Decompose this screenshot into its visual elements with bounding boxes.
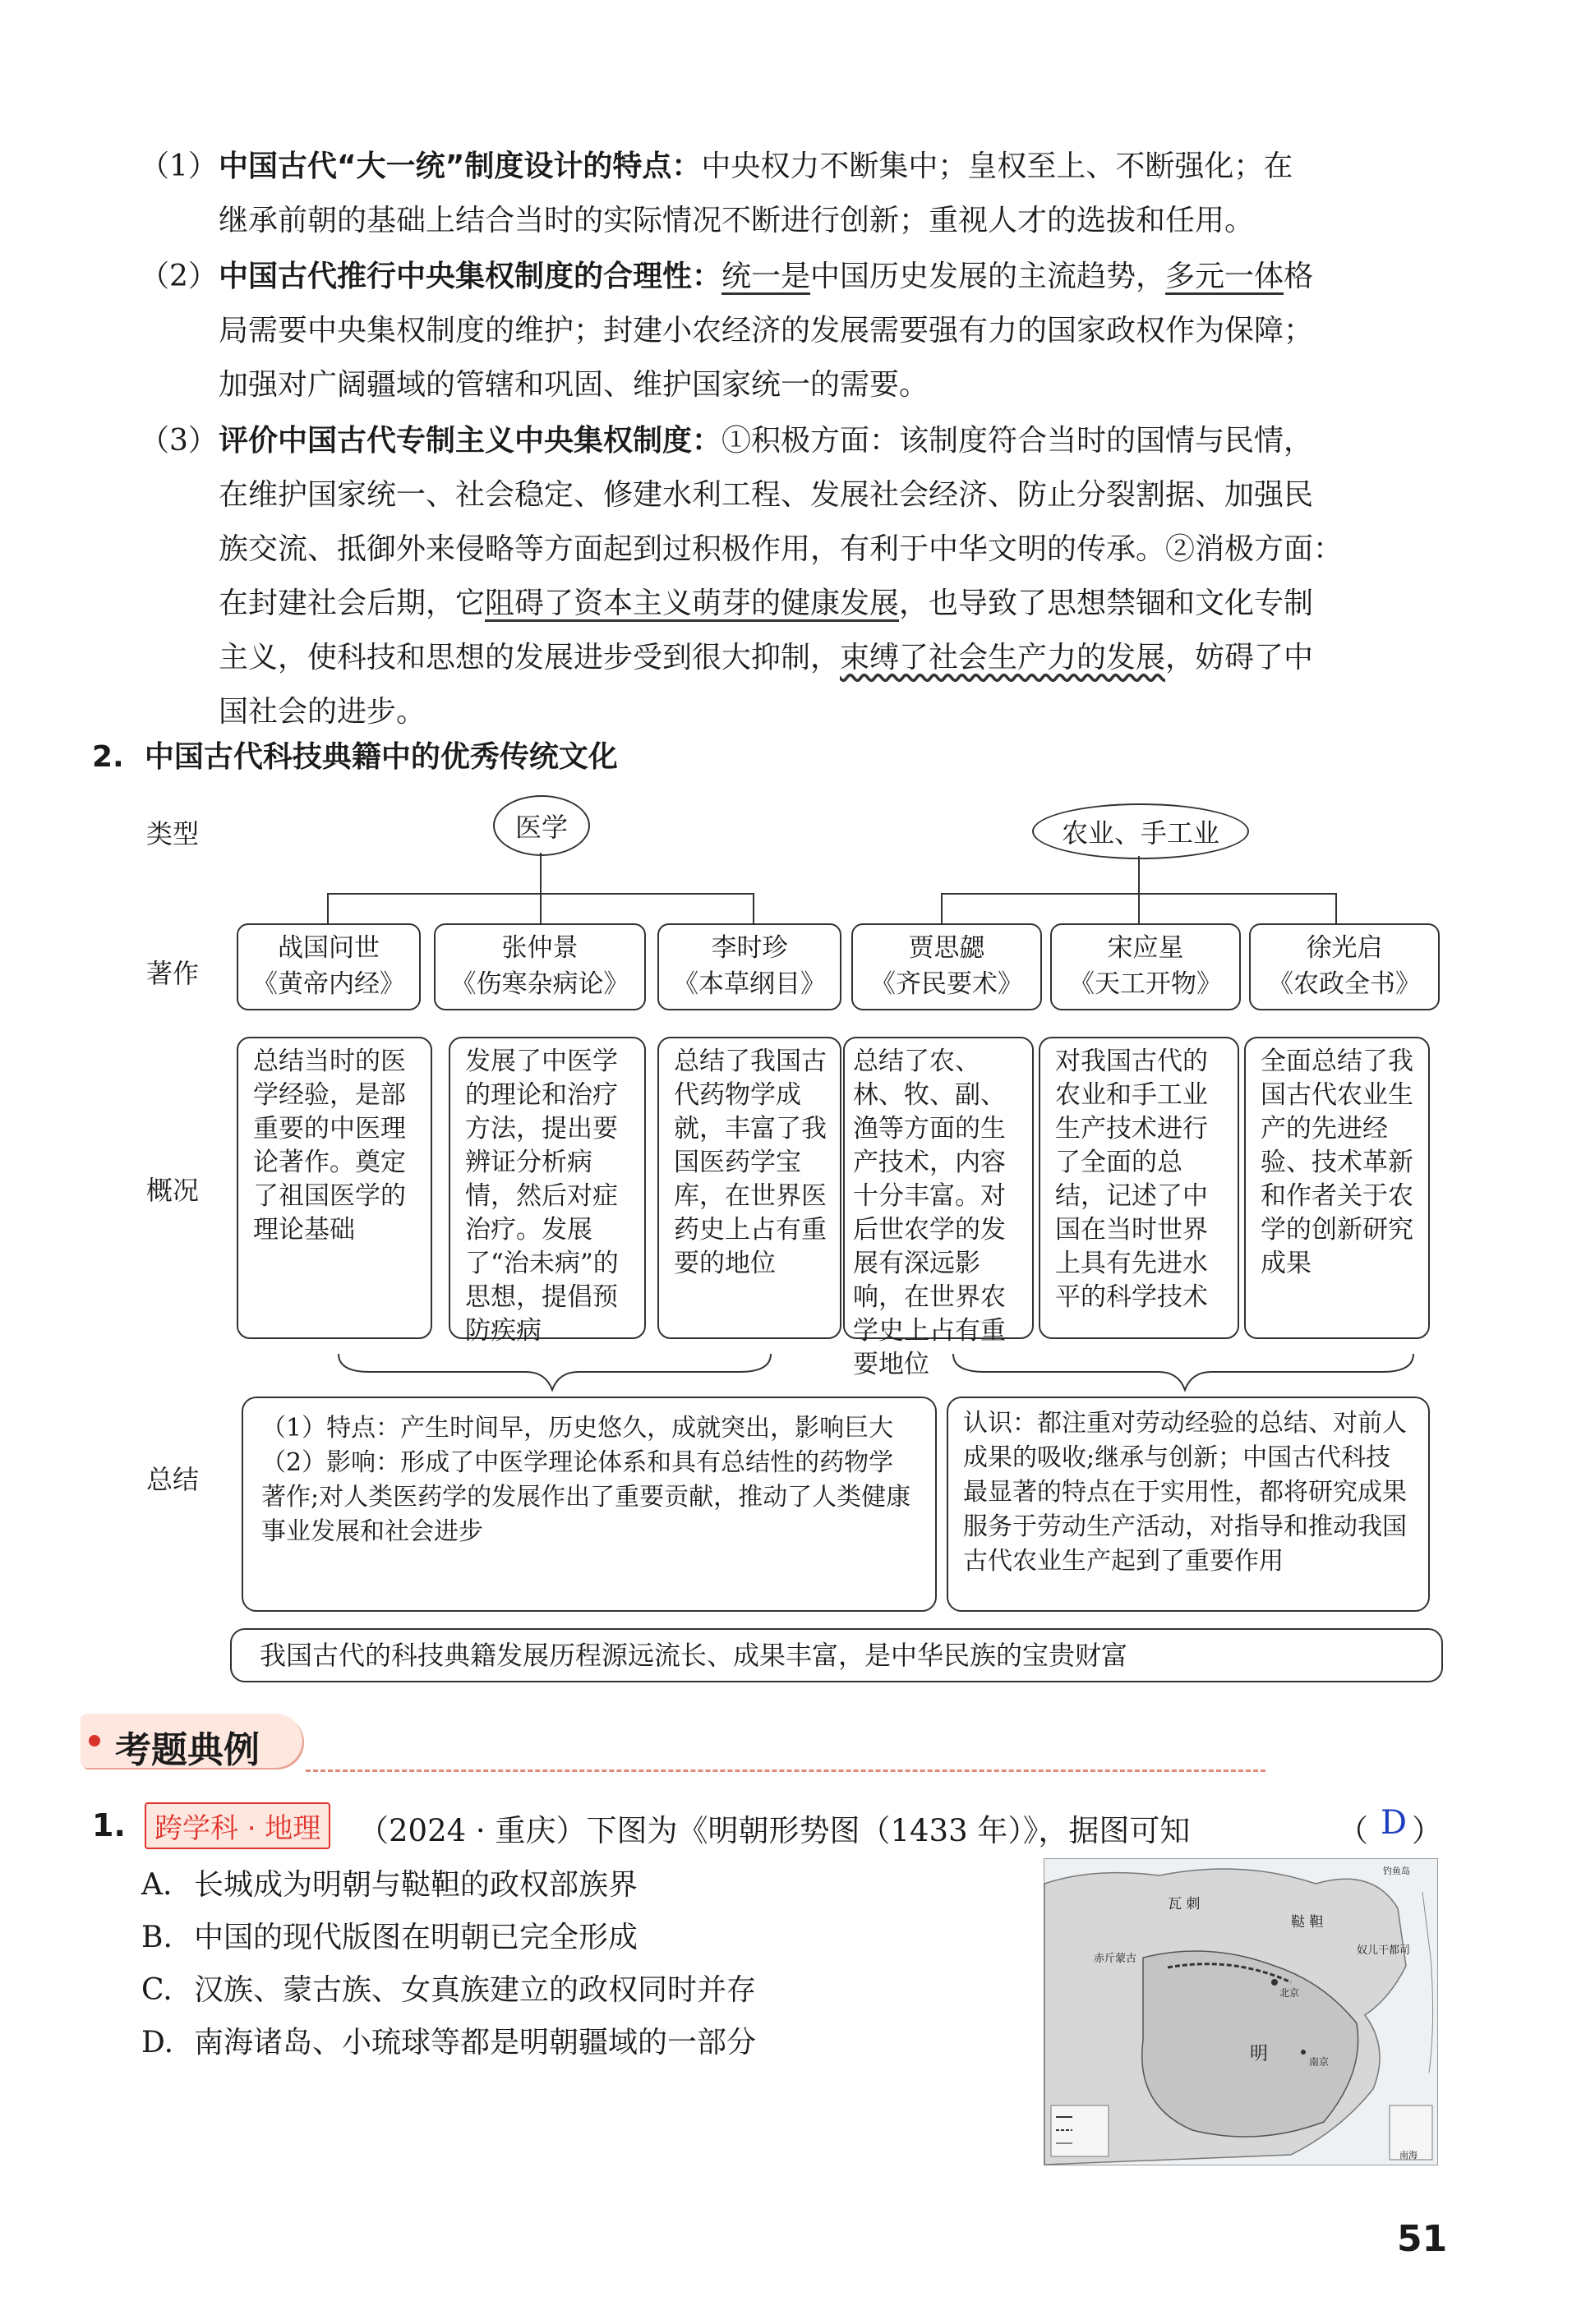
map-label-chidi: 赤斤蒙古 xyxy=(1094,1953,1137,1965)
question-number: 1. xyxy=(92,1807,126,1843)
heading-dashed-rule xyxy=(306,1769,1265,1772)
answer-paren-close: ） xyxy=(1412,1813,1442,1848)
city-marker xyxy=(1301,2050,1306,2055)
item-number: （3） xyxy=(140,424,218,458)
description-box: 全面总结了我国古代农业生产的先进经验、技术革新和作者关于农学的创新研究成果 xyxy=(1244,1037,1430,1339)
group-braces xyxy=(337,1347,1454,1397)
item-2: （2）中国古代推行中央集权制度的合理性：统一是中国历史发展的主流趋势，多元一体格 局需要中央集权制度的维护；封建小农经济的发展需要强有力的国家政权作为保障； 加强对广阔疆域的管辖和巩固、维护国家统一的需要。 xyxy=(140,250,1454,412)
map-label-nanhai: 南海 xyxy=(1399,2150,1418,2161)
map-label-dada: 鞑 靼 xyxy=(1291,1914,1324,1931)
description-box: 发展了中医学的理论和治疗方法，提出要辨证分析病情，然后对症治疗。发展了“治未病”的思想，提倡预防疾病 xyxy=(449,1037,646,1339)
option-b: B. 中国的现代版图在明朝已完全形成 xyxy=(141,1921,638,1954)
label-overview: 概况 xyxy=(146,1175,200,1206)
work-box: 张仲景 《伤寒杂病论》 xyxy=(434,923,646,1010)
map-legend xyxy=(1051,2105,1109,2156)
category-medicine: 医学 xyxy=(493,795,590,856)
description-box: 总结了我国古代药物学成就，丰富了我国医药学宝库，在世界医药史上占有重要的地位 xyxy=(657,1037,841,1339)
conclusion-box: 我国古代的科技典籍发展历程源远流长、成果丰富，是中华民族的宝贵财富 xyxy=(230,1628,1443,1682)
item-1: （1）中国古代“大一统”制度设计的特点：中央权力不断集中；皇权至上、不断强化；在 继承前朝的基础上结合当时的实际情况不断进行创新；重视人才的选拔和任用。 xyxy=(140,140,1454,248)
map-label-beijing: 北京 xyxy=(1279,1987,1300,1999)
heading-dot xyxy=(89,1735,100,1746)
connector xyxy=(941,893,943,923)
option-c: C. 汉族、蒙古族、女真族建立的政权同时并存 xyxy=(141,1973,757,2007)
label-type: 类型 xyxy=(146,818,200,849)
map-label-ming: 明 xyxy=(1250,2044,1269,2064)
item-heading: 中国古代“大一统”制度设计的特点： xyxy=(219,150,702,183)
answer-paren-open: （ xyxy=(1338,1813,1368,1848)
answer-mark: D xyxy=(1381,1804,1408,1842)
summary-medicine-box: （1）特点：产生时间早，历史悠久，成就突出，影响巨大 （2）影响：形成了中医学理论体系和具有总结性的药物学著作;对人类医药学的发展作出了重要贡献，推动了人类健康事业发展和社会进步 xyxy=(242,1397,937,1612)
map-label-wala: 瓦 刺 xyxy=(1168,1896,1201,1912)
item-heading: 中国古代推行中央集权制度的合理性： xyxy=(219,260,722,293)
description-box: 总结当时的医学经验，是部重要的中医理论著作。奠定了祖国医学的理论基础 xyxy=(237,1037,432,1339)
page-number: 51 xyxy=(1397,2218,1448,2260)
label-works: 著作 xyxy=(146,958,200,989)
description-box: 对我国古代的农业和手工业生产技术进行了全面的总结，记述了中国在当时世界上具有先进水平的科学技术 xyxy=(1039,1037,1239,1339)
description-box: 总结了农、林、牧、副、渔等方面的生产技术，内容十分丰富。对后世农学的发展有深远影响，在世界农学史上占有重要地位 xyxy=(843,1037,1034,1339)
connector xyxy=(540,893,542,923)
map-label-nanjing: 南京 xyxy=(1309,2056,1330,2068)
brace-agriculture xyxy=(953,1354,1413,1390)
work-box: 战国问世 《黄帝内经》 xyxy=(237,923,421,1010)
ming-map xyxy=(1044,1858,1438,2165)
item-heading: 评价中国古代专制主义中央集权制度： xyxy=(219,424,722,458)
item-number: （2） xyxy=(140,260,218,293)
item-number: （1） xyxy=(140,150,218,183)
capital-marker xyxy=(1271,1979,1278,1986)
option-d: D. 南海诸岛、小琉球等都是明朝疆域的一部分 xyxy=(141,2026,757,2059)
work-box: 李时珍 《本草纲目》 xyxy=(657,923,841,1010)
map-label-corner: 钓鱼岛 xyxy=(1383,1866,1410,1876)
map-label-nuergan: 奴儿干都司 xyxy=(1357,1944,1411,1957)
question-stem: （2024 · 重庆）下图为《明朝形势图（1433 年）》，据图可知 xyxy=(358,1813,1191,1848)
item-3: （3）评价中国古代专制主义中央集权制度：①积极方面：该制度符合当时的国情与民情， 在维护国家统一、社会稳定、修建水利工程、发展社会经济、防止分裂割据、加强民 族交流、抵御外来侵略等方面起到过积极作用，有利于中华文明的传承。②消极方面： 在封建社会后期，它阻碍了资本主义萌芽的健康发展，也导致了思想禁锢和文化专制 主义，使科技和思想的发展进步受到很大抑制，束缚了社会生产力的发展，妨碍了中 国社会的进步。 xyxy=(140,414,1454,739)
label-summary: 总结 xyxy=(146,1464,200,1495)
examples-heading: 考题典例 xyxy=(115,1729,260,1771)
work-box: 宋应星 《天工开物》 xyxy=(1050,923,1241,1010)
cross-discipline-tag: 跨学科 · 地理 xyxy=(145,1802,330,1849)
work-box: 贾思勰 《齐民要术》 xyxy=(851,923,1042,1010)
option-a: A. 长城成为明朝与鞑靼的政权部族界 xyxy=(141,1868,638,1902)
section2-title: 2. 中国古代科技典籍中的优秀传统文化 xyxy=(92,740,618,774)
connector xyxy=(327,893,329,923)
brace-medicine xyxy=(339,1354,771,1390)
summary-agriculture-box: 认识：都注重对劳动经验的总结、对前人成果的吸收;继承与创新；中国古代科技最显著的特点在于实用性，都将研究成果服务于劳动生产活动，对指导和推动我国古代农业生产起到了重要作用 xyxy=(947,1397,1430,1612)
connector xyxy=(1138,893,1140,923)
work-box: 徐光启 《农政全书》 xyxy=(1249,923,1440,1010)
connector xyxy=(1335,893,1337,923)
map-graphic xyxy=(1044,1859,1437,2165)
connector xyxy=(753,893,754,923)
connector xyxy=(540,853,542,894)
category-agriculture: 农业、手工业 xyxy=(1032,803,1249,859)
connector xyxy=(1138,856,1140,894)
